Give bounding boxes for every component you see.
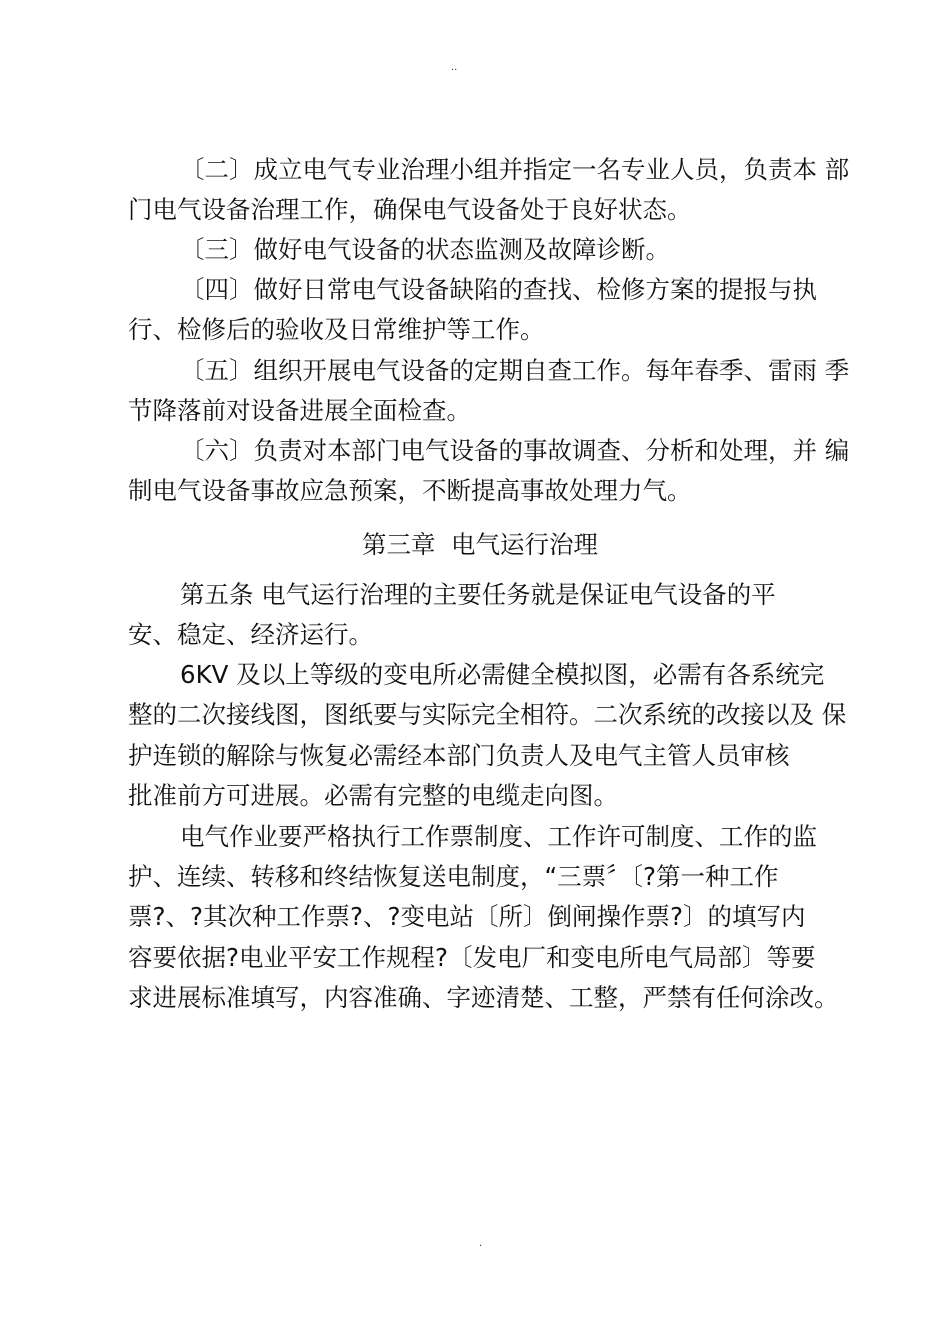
header-mark: .. (451, 62, 458, 73)
text-line: 节降落前对设备进展全面检查。 (128, 396, 471, 425)
text-line: 〔五〕组织开展电气设备的定期自查工作。每年春季、雷雨 季 (180, 356, 850, 385)
text-line: 〔四〕做好日常电气设备缺陷的查找、检修方案的提报与执 (180, 275, 817, 304)
text-line: 批准前方可进展。必需有完整的电缆走向图。 (128, 781, 618, 810)
text-line: 门电气设备治理工作，确保电气设备处于良好状态。 (128, 195, 692, 224)
text-line: 6KV 及以上等级的变电所必需健全模拟图，必需有各系统完 (180, 660, 825, 689)
text-line: 第五条 电气运行治理的主要任务就是保证电气设备的平 (180, 580, 776, 609)
text-line: 〔六〕负责对本部门电气设备的事故调查、分析和处理，并 编 (180, 436, 850, 465)
text-line: 求进展标准填写，内容准确、字迹清楚、工整，严禁有任何涂改。 (128, 983, 839, 1012)
text-line: 容要依据?电业平安工作规程?〔发电厂和变电所电气局部〕等要 (128, 943, 816, 972)
footer-mark: . (479, 1238, 483, 1249)
text-line: 〔二〕成立电气专业治理小组并指定一名专业人员，负责本 部 (180, 155, 850, 184)
text-line: 票?、?其次种工作票?、?变电站〔所〕倒闸操作票?〕的填写内 (128, 902, 806, 931)
text-line: 整的二次接线图，图纸要与实际完全相符。二次系统的改接以及 保 (128, 700, 847, 729)
text-line: 护、连续、转移和终结恢复送电制度，“三票〞〔?第一种工作 (128, 862, 779, 891)
text-line: 〔三〕做好电气设备的状态监测及故障诊断。 (180, 235, 670, 264)
text-line: 行、检修后的验收及日常维护等工作。 (128, 315, 545, 344)
text-line: 制电气设备事故应急预案，不断提高事故处理力气。 (128, 476, 692, 505)
text-line: 安、稳定、经济运行。 (128, 620, 373, 649)
text-line: 电气作业要严格执行工作票制度、工作许可制度、工作的监 (180, 822, 817, 851)
text-line: 护连锁的解除与恢复必需经本部门负责人及电气主管人员审核 (128, 741, 790, 770)
chapter-heading: 第三章 电气运行治理 (361, 530, 599, 559)
